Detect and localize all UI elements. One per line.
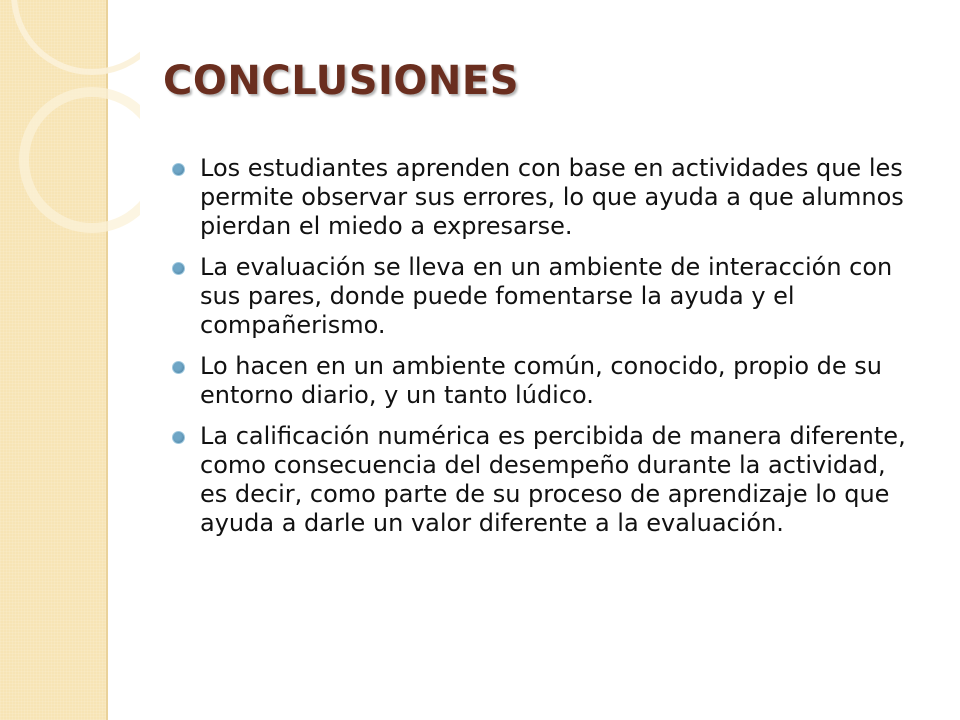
bullet-item — [172, 422, 920, 538]
slide-title: CONCLUSIONES — [163, 58, 520, 104]
bullet-item — [172, 154, 920, 241]
bullet-text: La evaluación se lleva en un ambiente de interacción con sus pares, donde puede fomentarse la ayuda y el compañerismo. — [200, 253, 893, 339]
bullet-item — [172, 253, 920, 340]
bullet-text: Los estudiantes aprenden con base en actividades que les permite observar sus errores, lo que ayuda a que alumnos pierdan el miedo a expresarse. — [200, 154, 904, 240]
bullet-dot-icon — [172, 163, 185, 176]
decorative-circle-middle — [24, 92, 140, 228]
decorative-circles — [0, 0, 140, 720]
bullet-dot-icon — [172, 431, 185, 444]
decorative-side-strip — [0, 0, 108, 720]
bullet-item — [172, 352, 920, 410]
bullet-dot-icon — [172, 262, 185, 275]
decorative-circle-top — [14, 0, 140, 72]
bullet-text: Lo hacen en un ambiente común, conocido, propio de su entorno diario, y un tanto lúdico. — [200, 352, 882, 409]
bullet-dot-icon — [172, 361, 185, 374]
bullet-text: La calificación numérica es percibida de manera diferente, como consecuencia del desempeño durante la actividad, es decir, como parte de su proceso de aprendizaje lo que ayuda a darle un valor diferente a la evaluación. — [200, 422, 906, 537]
bullet-list — [172, 154, 920, 550]
